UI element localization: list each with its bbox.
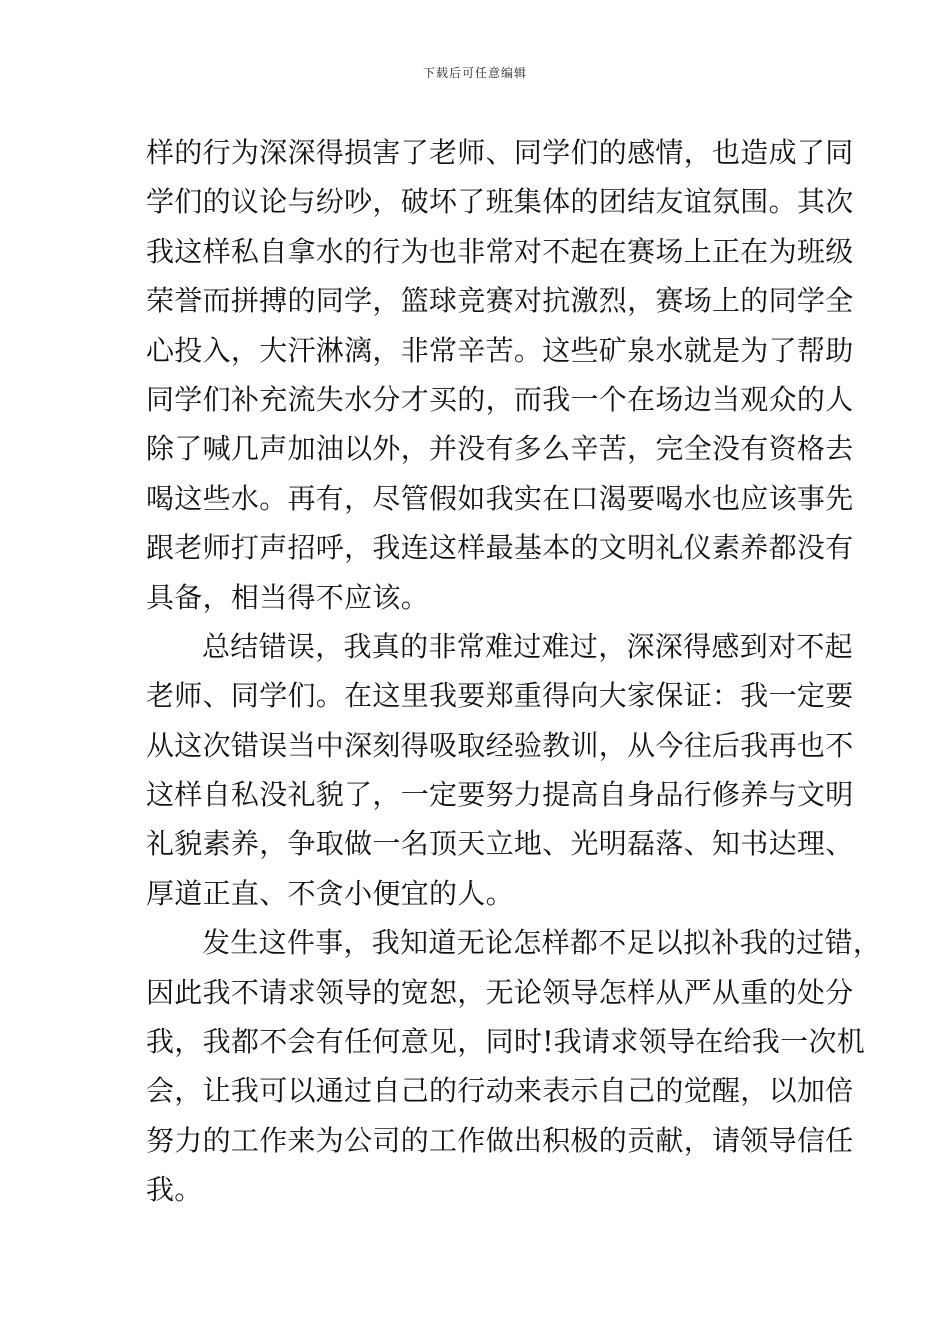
- text-line: 喝这些水。再有，尽管假如我实在口渴要喝水也应该事先: [146, 481, 854, 515]
- text-line: 我这样私自拿水的行为也非常对不起在赛场上正在为班级: [146, 234, 854, 268]
- text-line: 努力的工作来为公司的工作做出积极的贡献，请领导信任: [146, 1123, 854, 1157]
- text-line: 学们的议论与纷吵，破坏了班集体的团结友谊氛围。其次: [146, 185, 854, 219]
- paragraph-3: [146, 918, 882, 1214]
- text-line: 从这次错误当中深刻得吸取经验教训，从今往后我再也不: [146, 728, 854, 762]
- text-line: 发生这件事，我知道无论怎样都不足以拟补我的过错，: [202, 926, 882, 960]
- paragraph-2: [146, 622, 854, 918]
- text-line: 这样自私没礼貌了，一定要努力提高自身品行修养与文明: [146, 778, 854, 812]
- text-line: 心投入，大汗淋漓，非常辛苦。这些矿泉水就是为了帮助: [146, 333, 854, 367]
- text-line: 总结错误，我真的非常难过难过，深深得感到对不起: [202, 629, 853, 663]
- text-line: 我，我都不会有任何意见，同时!我请求领导在给我一次机: [146, 1025, 866, 1059]
- text-line: 具备，相当得不应该。: [146, 580, 430, 614]
- paragraph-1: [146, 128, 854, 622]
- text-line: 我。: [146, 1173, 203, 1207]
- text-line: 样的行为深深得损害了老师、同学们的感情，也造成了同: [146, 136, 854, 169]
- text-line: 荣誉而拼搏的同学，篮球竞赛对抗激烈，赛场上的同学全: [146, 284, 854, 318]
- text-line: 厚道正直、不贪小便宜的人。: [146, 876, 514, 910]
- document-body: [146, 128, 882, 1215]
- text-line: 同学们补充流失水分才买的，而我一个在场边当观众的人: [146, 382, 854, 416]
- text-line: 除了喊几声加油以外，并没有多么辛苦，完全没有资格去: [146, 432, 854, 466]
- text-line: 因此我不请求领导的宽恕，无论领导怎样从严从重的处分: [146, 975, 854, 1009]
- text-line: 礼貌素养，争取做一名顶天立地、光明磊落、知书达理、: [146, 827, 854, 861]
- text-line: 跟老师打声招呼，我连这样最基本的文明礼仪素养都没有: [146, 531, 854, 565]
- page-header: 下载后可任意编辑: [422, 66, 527, 80]
- text-line: 会，让我可以通过自己的行动来表示自己的觉醒，以加倍: [146, 1074, 854, 1108]
- text-line: 老师、同学们。在这里我要郑重得向大家保证：我一定要: [146, 679, 854, 713]
